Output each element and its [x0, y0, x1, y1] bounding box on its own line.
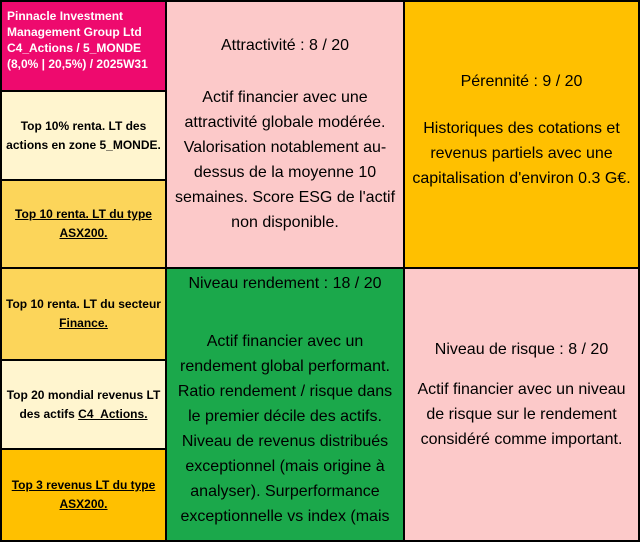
risque-title: Niveau de risque : 8 / 20: [434, 341, 609, 358]
ranking-item-3[interactable]: [1, 268, 166, 360]
attractivite-title: Attractivité : 8 / 20: [220, 37, 350, 54]
ranking-item-4[interactable]: [1, 360, 166, 449]
ranking-item-4-prefix: Top 20 mondial revenus LT des actifs: [6, 387, 161, 421]
ranking-item-4-link[interactable]: C4_Actions.: [78, 406, 148, 421]
rendement-card: [166, 268, 404, 541]
asset-name-line1: Pinnacle Investment: [7, 9, 124, 23]
ranking-item-5[interactable]: [1, 449, 166, 541]
asset-period: (8,0% | 20,5%) / 2025W31: [7, 57, 148, 71]
ranking-item-2[interactable]: [1, 180, 166, 268]
attractivite-card: [166, 1, 404, 268]
perennite-title: Pérennité : 9 / 20: [460, 73, 583, 90]
ranking-item-5-link[interactable]: Top 3 revenus LT du type ASX200.: [11, 478, 156, 511]
ranking-item-3-prefix: Top 10 renta. LT du secteur: [6, 297, 161, 311]
attractivite-description: Actif financier avec une attractivité globale modérée. Valorisation notablement au-dessus de la moyenne 10 semaines. Score ESG de l'actif non disponible.: [174, 89, 396, 231]
rendement-title: Niveau rendement : 18 / 20: [188, 275, 382, 292]
asset-name-line2: Management Group Ltd: [7, 25, 142, 39]
ranking-item-1: [1, 91, 166, 180]
ranking-item-1-text: Top 10% renta. LT des actions en zone 5_MONDE.: [6, 118, 161, 152]
rendement-description: Actif financier avec un rendement global performant. Ratio rendement / risque dans le premier décile des actifs. Niveau de revenus distribués exceptionnel (mais origine à analyser). Surperformance exceptionnelle vs index (mais: [177, 333, 393, 525]
ranking-item-2-link[interactable]: Top 10 renta. LT du type ASX200.: [15, 207, 152, 240]
perennite-card: [404, 1, 639, 268]
risque-card: [404, 268, 639, 541]
asset-category: C4_Actions / 5_MONDE: [7, 41, 142, 55]
asset-header: [1, 1, 166, 91]
ranking-item-3-link[interactable]: Finance.: [59, 316, 108, 330]
perennite-description: Historiques des cotations et revenus partiels avec une capitalisation d'environ 0.3 G€.: [412, 120, 631, 187]
risque-description: Actif financier avec un niveau de risque sur le rendement considéré comme important.: [417, 381, 626, 448]
